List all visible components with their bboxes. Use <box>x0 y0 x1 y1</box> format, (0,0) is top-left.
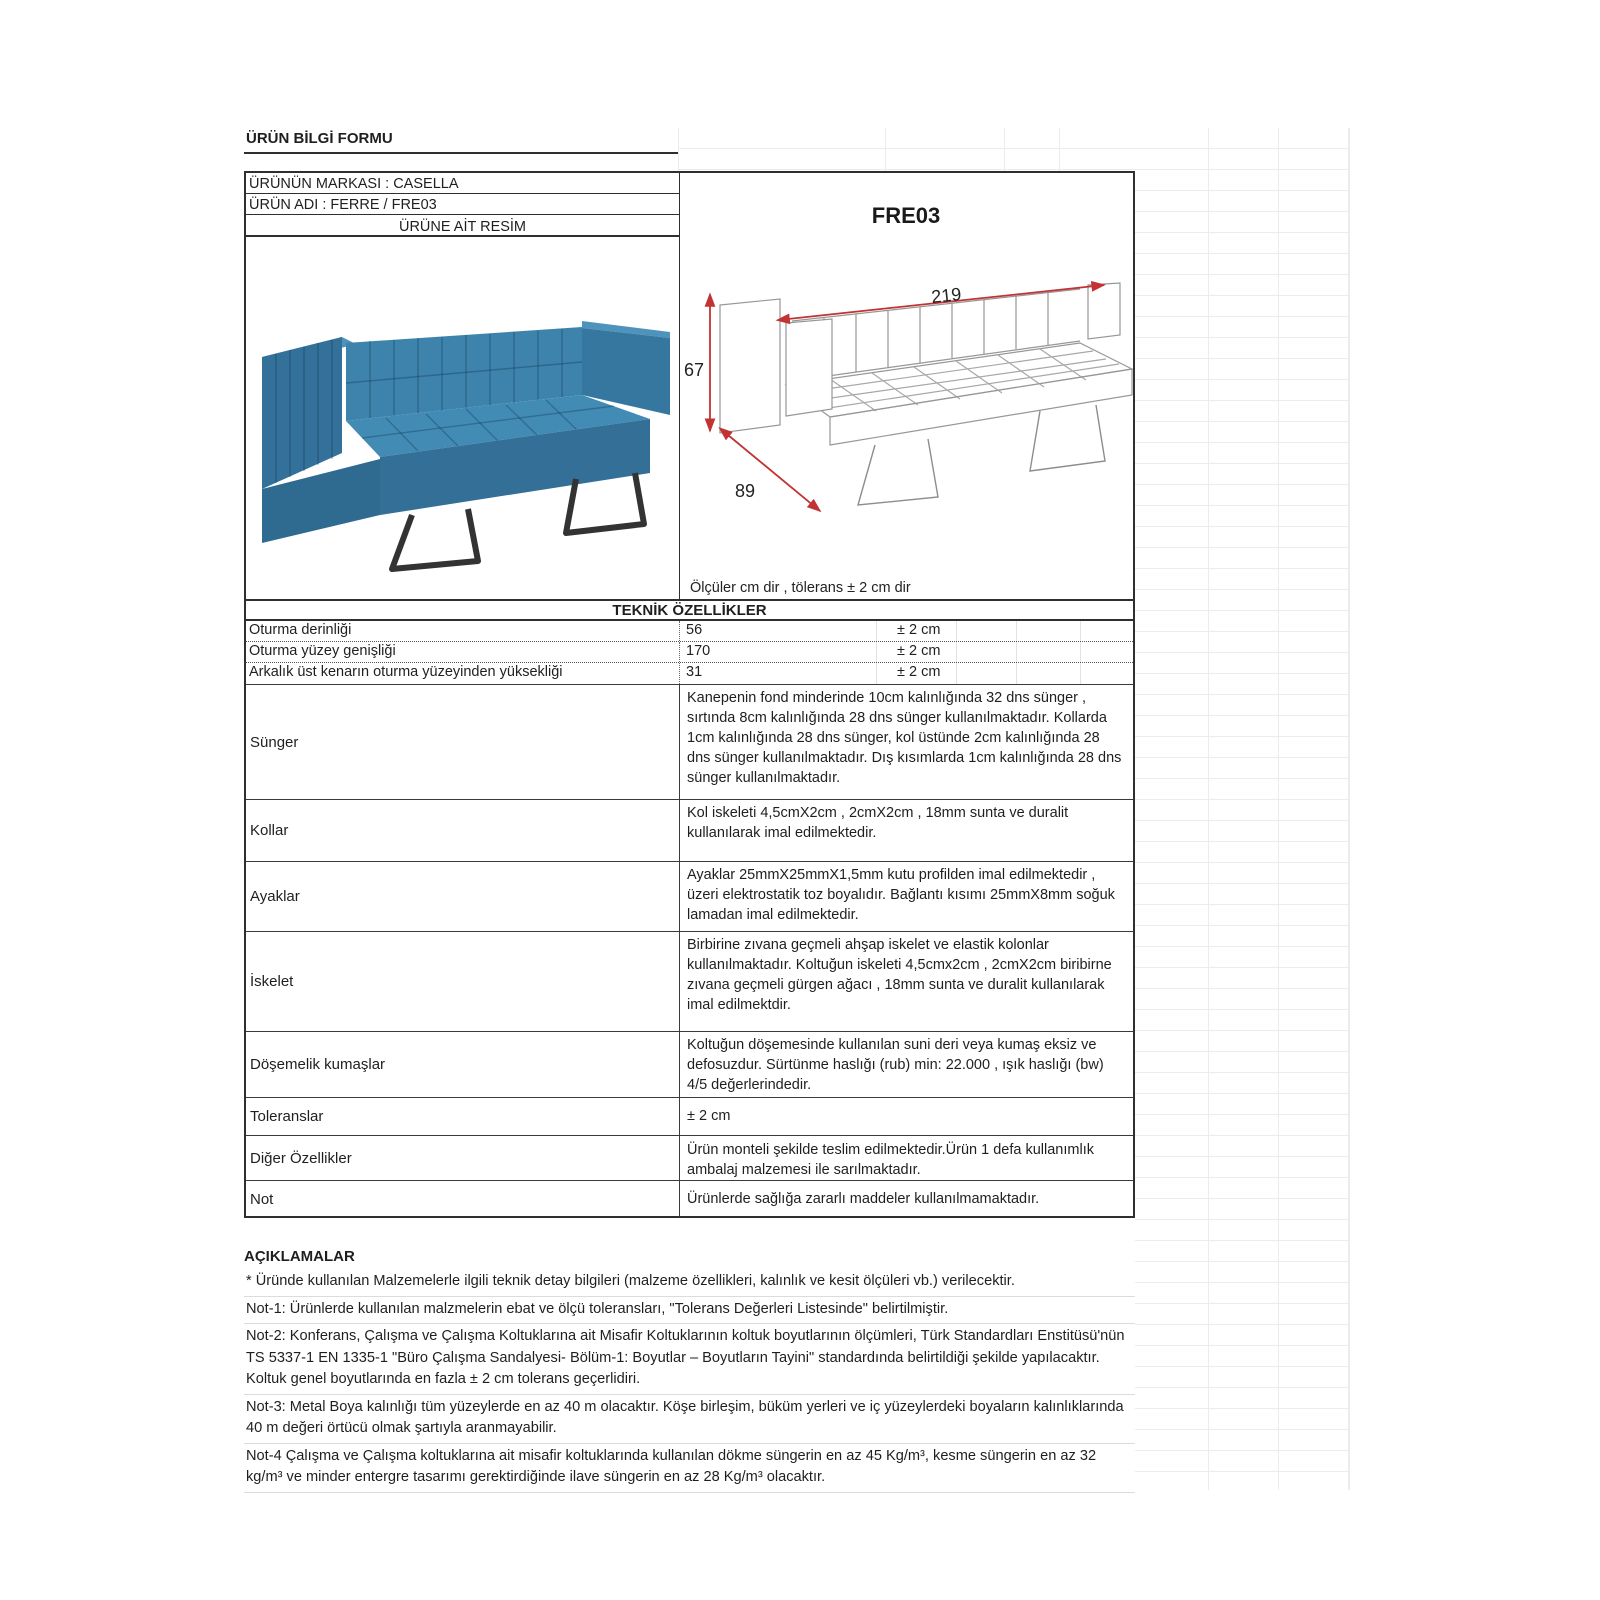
detail-label: Ayaklar <box>246 862 680 931</box>
spec-value: 56 <box>680 621 877 641</box>
dimension-depth-label: 89 <box>735 481 756 501</box>
detail-value: Kanepenin fond minderinde 10cm kalınlığında 32 dns sünger , sırtında 8cm kalınlığında 28 dns sünger kullanılmaktadır. Kollarda 1cm kalınlığında 28 dns sünger, kol üstünde 2cm kalınlığında 28 dns sünger kullanılmaktadır. Dış kısımlarda 1cm kalınlığında 28 dns sünger kullanılmaktadır. <box>687 690 1122 786</box>
spec-label: Oturma yüzey genişliği <box>246 642 680 662</box>
brand-cell: ÜRÜNÜN MARKASI : CASELLA <box>246 173 680 194</box>
detail-label: Döşemelik kumaşlar <box>246 1032 680 1097</box>
explanations-section <box>244 1245 1135 1493</box>
spec-value: 170 <box>680 642 877 662</box>
detail-label: İskelet <box>246 932 680 1031</box>
note-1: Not-1: Ürünlerde kullanılan malzmelerin ebat ve ölçü toleransları, "Tolerans Değerleri Listesinde" belirtilmiştir. <box>244 1297 1135 1325</box>
spreadsheet-grid-right <box>1135 128 1350 1490</box>
spec-label: Arkalık üst kenarın oturma yüzeyinden yüksekliği <box>246 663 680 684</box>
drawing-model-label: FRE03 <box>871 203 941 228</box>
detail-row-upholstery <box>246 1031 1133 1097</box>
title-underline <box>244 152 678 154</box>
detail-label: Kollar <box>246 800 680 861</box>
spec-value: 31 <box>680 663 877 684</box>
detail-row-tolerances <box>246 1097 1133 1135</box>
note-4: Not-4 Çalışma ve Çalışma koltuklarına ait misafir koltuklarında kullanılan dökme süngerin en az 45 Kg/m³, kesme süngerin en az 32 kg/m³ ve minder entergre tasarımı gerektirdiğinde ilave süngerin en az 28 Kg/m³ olacaktır. <box>244 1444 1135 1493</box>
detail-row-arms <box>246 799 1133 861</box>
spec-tolerance: ± 2 cm <box>877 621 957 641</box>
note-star: * Üründe kullanılan Malzemelerle ilgili teknik detay bilgileri (malzeme özellikleri, kalınlık ve kesit ölçüleri vb.) verilecektir. <box>244 1269 1135 1297</box>
detail-label: Diğer Özellikler <box>246 1136 680 1180</box>
detail-row-legs <box>246 861 1133 931</box>
detail-rows <box>246 684 1133 1217</box>
dimension-height-label: 67 <box>684 360 705 380</box>
drawing-caption: Ölçüler cm dir , tölerans ± 2 cm dir <box>690 580 911 596</box>
detail-row-note <box>246 1180 1133 1217</box>
form-title: ÜRÜN BİLGİ FORMU <box>246 130 393 147</box>
technical-specs-header: TEKNİK ÖZELLİKLER <box>246 599 1133 621</box>
detail-label: Toleranslar <box>246 1098 680 1135</box>
detail-value: Birbirine zıvana geçmeli ahşap iskelet ve elastik kolonlar kullanılmaktadır. Koltuğun iskeleti 4,5cmx2cm , 2cmX2cm biribirne zıvana geçmeli gürgen ağacı , 18mm sunta ve duralit kullanılarak imal edilmektdir. <box>687 937 1112 1013</box>
note-2: Not-2: Konferans, Çalışma ve Çalışma Koltuklarına ait Misafir Koltuklarının koltuk boyutlarının ölçümleri, Türk Standardları Enstitüsü'nün TS 5337-1 EN 1335-1 "Büro Çalışma Sandalyesi- Bölüm-1: Boyutlar – Boyutların Tayini" standardında belirtildiği şekilde yapılacaktır. Koltuk genel boyutlarında en fazla ± 2 cm tolerans geçerlidiri. <box>244 1324 1135 1395</box>
spec-tolerance: ± 2 cm <box>877 663 957 684</box>
product-info-sheet <box>244 128 1350 1490</box>
detail-label: Not <box>246 1181 680 1217</box>
note-3: Not-3: Metal Boya kalınlığı tüm yüzeylerde en az 40 m olacaktır. Köşe birleşim, büküm yerleri ve iç yüzeylerdeki boyaların kalınlıklarında 40 m değeri örtücü olmak şartıyla aranmayabilir. <box>244 1395 1135 1444</box>
detail-row-foam <box>246 684 1133 799</box>
dimension-width-label: 219 <box>930 283 963 307</box>
spec-row-seat-depth <box>246 621 1133 642</box>
sofa-photo <box>246 237 679 598</box>
product-name-cell: ÜRÜN ADI : FERRE / FRE03 <box>246 194 680 215</box>
detail-value: Ayaklar 25mmX25mmX1,5mm kutu profilden imal edilmektedir , üzeri elektrostatik toz boyalıdır. Bağlantı kısımı 25mmX8mm soğuk lamadan imal edilmektedir. <box>687 867 1115 923</box>
spec-tolerance: ± 2 cm <box>877 642 957 662</box>
detail-label: Sünger <box>246 685 680 799</box>
technical-drawing <box>680 173 1133 599</box>
spec-row-backrest-height <box>246 663 1133 684</box>
explanations-header: AÇIKLAMALAR <box>244 1248 355 1265</box>
technical-drawing-box <box>680 173 1133 599</box>
detail-row-frame <box>246 931 1133 1031</box>
main-table <box>244 171 1135 1218</box>
spec-label: Oturma derinliği <box>246 621 680 641</box>
spreadsheet-grid-top <box>678 128 1135 171</box>
image-header-cell: ÜRÜNE AİT RESİM <box>246 215 680 237</box>
detail-value: Koltuğun döşemesinde kullanılan suni deri veya kumaş eksiz ve defosuzdur. Sürtünme haslığı (rub) min: 22.000 , ışık haslığı (bw) 4/5 değerlerindedir. <box>687 1037 1104 1093</box>
detail-value: Kol iskeleti 4,5cmX2cm , 2cmX2cm , 18mm sunta ve duralit kullanılarak imal edilmektedir. <box>687 805 1069 841</box>
detail-value: Ürünlerde sağlığa zararlı maddeler kullanılmamaktadır. <box>687 1191 1040 1207</box>
spec-row-seat-width <box>246 642 1133 663</box>
detail-value: ± 2 cm <box>687 1108 731 1124</box>
detail-value: Ürün monteli şekilde teslim edilmektedir.Ürün 1 defa kullanımlık ambalaj malzemesi ile sarılmaktadır. <box>687 1142 1094 1178</box>
product-photo-box <box>246 237 680 599</box>
detail-row-other <box>246 1135 1133 1180</box>
